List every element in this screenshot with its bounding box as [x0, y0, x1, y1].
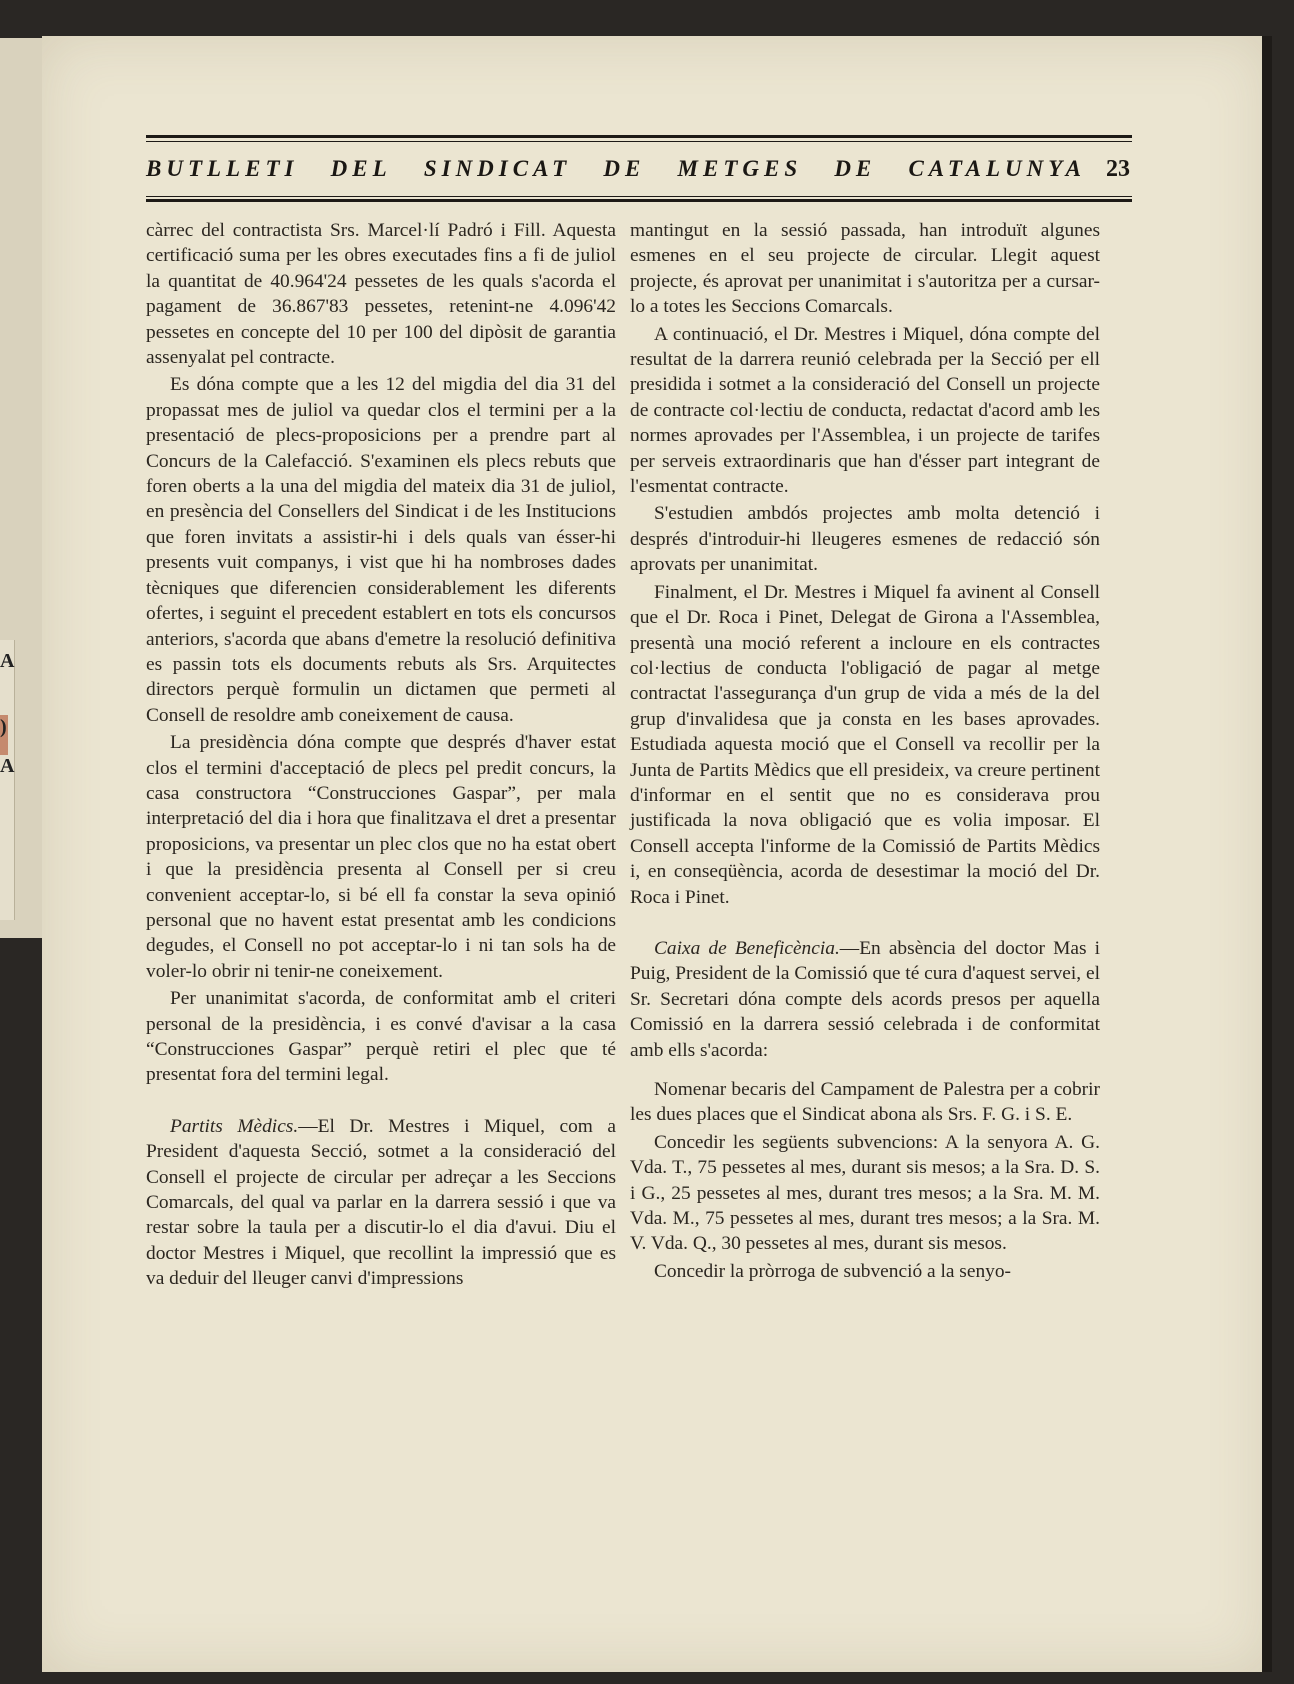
- section-body: —El Dr. Mestres i Miquel, com a President d'aquesta Secció, sotmet a la consideració del Consell el projecte de circular per adreçar a les Seccions Comarcals, del qual va parlar en la darrera sessió i que va restar sobre la taula per a discutir-lo el dia d'avui. Diu el doctor Mestres i Miquel, que recollint la impressió que es va deduir del lleuger canvi d'impressions: [146, 1115, 617, 1290]
- paragraph: mantingut en la sessió passada, han introduït algunes esmenes en el seu projecte de circular. Llegit aquest projecte, és aprovat per unanimitat i s'autoritza per a cursar-lo a totes les Seccions Comarcals.: [630, 220, 1100, 318]
- paragraph: Finalment, el Dr. Mestres i Miquel fa avinent al Consell que el Dr. Roca i Pinet, Delegat de Girona a l'Assemblea, presentà una moció referent a incloure en els contractes col·lectius de conducta l'obligació de pagar al metge contractat l'assegurança d'un grup de vida a més de la del grup d'invalidesa que ja consta en les bases aprovades. Estudiada aquesta moció que el Consell va recollir per la Junta de Partits Mèdics que ell presideix, va creure pertinent d'informar en el sentit que no es considerava prou justificada la nova obligació que es volia imposar. El Consell accepta l'informe de la Comissió de Partits Mèdics i, en conseqüència, acorda de desestimar la moció del Dr. Roca i Pinet.: [630, 581, 1100, 908]
- running-head-word: DEL: [330, 156, 392, 181]
- paragraph: Per unanimitat s'acorda, de conformitat amb el criteri personal de la presidència, i es convé d'avisar a la casa “Construcciones Gaspar” perquè retiri el plec que té presentat fora del termini legal.: [146, 988, 616, 1086]
- running-head-word: METGES: [677, 156, 803, 181]
- edge-fragment-3: A: [0, 755, 15, 777]
- journal-page: [42, 36, 1268, 1672]
- running-head-word: DE: [834, 156, 877, 181]
- running-head-word: BUTLLETI: [146, 156, 299, 181]
- running-head-word: SINDICAT: [423, 156, 572, 181]
- section-body: —En absència del doctor Mas i Puig, President de la Comissió que té cura d'aquest servei, el Sr. Secretari dóna compte dels acords presos per aquella Comissió en la darrera sessió celebrada i de conformitat amb ells s'acorda:: [630, 937, 1100, 1061]
- header-rule-top: [146, 135, 1132, 138]
- running-head: [146, 148, 1132, 190]
- paragraph: Concedir les següents subvencions: A la senyora A. G. Vda. T., 75 pessetes al mes, durant sis mesos; a la Sra. D. S. i G., 25 pessetes al mes, durant tres mesos; a la Sra. M. M. Vda. M., 75 pessetes al mes, durant tres mesos; a la Sra. M. V. Vda. Q., 30 pessetes al mes, durant sis mesos.: [630, 1131, 1100, 1255]
- left-column: [146, 218, 616, 1292]
- paragraph: La presidència dóna compte que després d'haver estat clos el termini d'acceptació de plecs pel predit concurs, la casa constructora “Construcciones Gaspar”, per mala interpretació del dia i hora que finalitzava el dret a presentar proposicions, va presentar un plec clos que no ha estat obert i que la presidència presenta al Consell per si creu convenient acceptar-lo, si bé ell fa constar la seva opinió personal que no havent estat presentat amb les condicions degudes, el Consell no pot acceptar-lo i ni tan sols ha de voler-lo obrir ni tenir-ne coneixement.: [146, 732, 616, 982]
- edge-fragment-1: A: [0, 650, 15, 672]
- right-column: [630, 218, 1100, 1284]
- page-number: 23: [1106, 156, 1130, 182]
- header-rule-top-thin: [146, 141, 1132, 142]
- section-partits-medics: [146, 1114, 616, 1292]
- paragraph: S'estudien ambdós projectes amb molta detenció i després d'introduir-hi lleugeres esmenes de redacció són aprovats per unanimitat.: [630, 503, 1100, 576]
- section-title: Partits Mèdics.: [170, 1115, 299, 1137]
- paragraph: Concedir la pròrroga de subvenció a la senyo-: [654, 1260, 1011, 1282]
- edge-fragment-2: ): [0, 716, 7, 738]
- running-head-word: CATALUNYA: [908, 156, 1086, 181]
- paragraph: Es dóna compte que a les 12 del migdia del dia 31 del propassat mes de juliol va quedar clos el termini per a la presentació de plecs-proposicions per a prendre part al Concurs de la Calefacció. S'examinen els plecs rebuts que foren oberts a la una del migdia del mateix dia 31 de juliol, en presència del Consellers del Sindicat i de les Institucions que foren invitats a assistir-hi i dels quals van ésser-hi presents vuit companys, i vist que hi ha nombroses dades tècniques que diferencien considerablement les diferents ofertes, i seguint el precedent establert en tots els concursos anteriors, s'acorda que abans d'emetre la resolució definitiva es passin tots els documents rebuts als Srs. Arquitectes directors perquè formulin un dictamen que permeti al Consell de resoldre amb coneixement de causa.: [146, 374, 616, 726]
- underlying-page-edge: [0, 640, 15, 920]
- section-caixa-beneficencia: [630, 936, 1100, 1063]
- running-head-word: DE: [603, 156, 646, 181]
- header-rule-bottom-thin: [146, 196, 1132, 197]
- paragraph: Nomenar becaris del Campament de Palestra per a cobrir les dues places que el Sindicat abona als Srs. F. G. i S. E.: [630, 1079, 1100, 1126]
- header-rule-bottom: [146, 199, 1132, 202]
- section-title: Caixa de Beneficència.: [654, 937, 840, 959]
- paragraph: càrrec del contractista Srs. Marcel·lí Padró i Fill. Aquesta certificació suma per les obres executades fins a fi de juliol la quantitat de 40.964'24 pessetes de les quals s'acorda el pagament de 36.867'83 pessetes, retenint-ne 4.096'42 pessetes en concepte del 10 per 100 del dipòsit de garantia assenyalat pel contracte.: [146, 220, 616, 369]
- paragraph: A continuació, el Dr. Mestres i Miquel, dóna compte del resultat de la darrera reunió celebrada per la Secció per ell presidida i sotmet a la consideració del Consell un projecte de contracte col·lectiu de conducta, redactat d'acord amb les normes aprovades per l'Assemblea, i un projecte de tarifes per serveis extraordinaris que han d'ésser part integrant de l'esmentat contracte.: [630, 323, 1100, 498]
- binding-edge: [1262, 36, 1272, 1672]
